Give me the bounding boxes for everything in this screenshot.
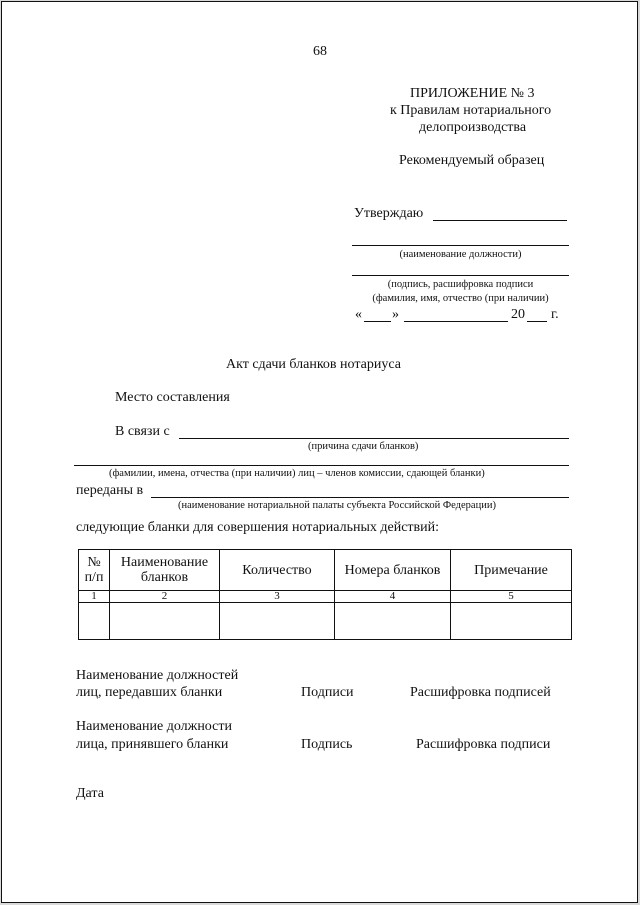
senders-signatures-label: Подписи (301, 685, 354, 700)
approve-line (433, 220, 567, 221)
chamber-line (151, 497, 569, 498)
document-page (1, 1, 638, 903)
page-number: 68 (313, 44, 327, 59)
column-number-5: 5 (451, 591, 572, 603)
table-row (79, 603, 572, 640)
table-cell (220, 603, 335, 640)
reason-line (179, 438, 569, 439)
appendix-title: ПРИЛОЖЕНИЕ № 3 (410, 86, 535, 101)
senders-position-line-1: Наименование должностей (76, 668, 239, 683)
header-blank-name: Наименование бланков (110, 550, 220, 591)
header-number: № п/п (79, 550, 110, 591)
appendix-rules-line-2: делопроизводства (419, 120, 527, 135)
table-header-row (79, 550, 572, 591)
table-cell (451, 603, 572, 640)
place-label: Место составления (115, 390, 230, 405)
date-month-line (404, 321, 508, 322)
senders-position-line-2: лиц, передавших бланки (76, 685, 223, 700)
column-number-1: 1 (79, 591, 110, 603)
date-open-quote: « (355, 307, 362, 322)
date-year-suffix: г. (551, 307, 559, 322)
chamber-caption: (наименование нотариальной палаты субъекта Российской Федерации) (178, 500, 496, 511)
column-number-3: 3 (220, 591, 335, 603)
column-number-2: 2 (110, 591, 220, 603)
receiver-signature-label: Подпись (301, 737, 353, 752)
act-title: Акт сдачи бланков нотариуса (226, 357, 401, 372)
column-number-4: 4 (335, 591, 451, 603)
position-caption: (наименование должности) (399, 249, 522, 260)
reason-caption: (причина сдачи бланков) (308, 441, 419, 452)
receiver-position-line-1: Наименование должности (76, 719, 232, 734)
commission-line (74, 465, 569, 466)
date-day-line (364, 321, 391, 322)
recommended-sample: Рекомендуемый образец (399, 153, 545, 168)
receiver-decode-label: Расшифровка подписи (416, 737, 551, 752)
date-close-quote: » (392, 307, 399, 322)
appendix-rules-line-1: к Правилам нотариального (390, 103, 552, 118)
transferred-prefix: переданы в (76, 483, 144, 498)
position-line (352, 245, 569, 246)
signature-line (352, 275, 569, 276)
blanks-table (78, 549, 572, 640)
approve-label: Утверждаю (354, 206, 424, 221)
signature-caption-2: (фамилия, имя, отчество (при наличии) (372, 293, 549, 304)
receiver-position-line-2: лица, принявшего бланки (76, 737, 229, 752)
table-cell (335, 603, 451, 640)
header-blank-numbers: Номера бланков (335, 550, 451, 591)
date-year-prefix: 20 (511, 307, 525, 322)
date-label: Дата (76, 786, 104, 801)
signature-caption-1: (подпись, расшифровка подписи (387, 279, 534, 290)
table-cell (79, 603, 110, 640)
commission-caption: (фамилии, имена, отчества (при наличии) лиц – членов комиссии, сдающей бланки) (109, 468, 485, 479)
table-column-numbers-row (79, 591, 572, 603)
reason-prefix: В связи с (115, 424, 170, 439)
header-quantity: Количество (220, 550, 335, 591)
header-note: Примечание (451, 550, 572, 591)
date-year-line (527, 321, 547, 322)
table-cell (110, 603, 220, 640)
senders-decode-label: Расшифровка подписей (410, 685, 551, 700)
following-blanks-text: следующие бланки для совершения нотариальных действий: (76, 520, 440, 535)
